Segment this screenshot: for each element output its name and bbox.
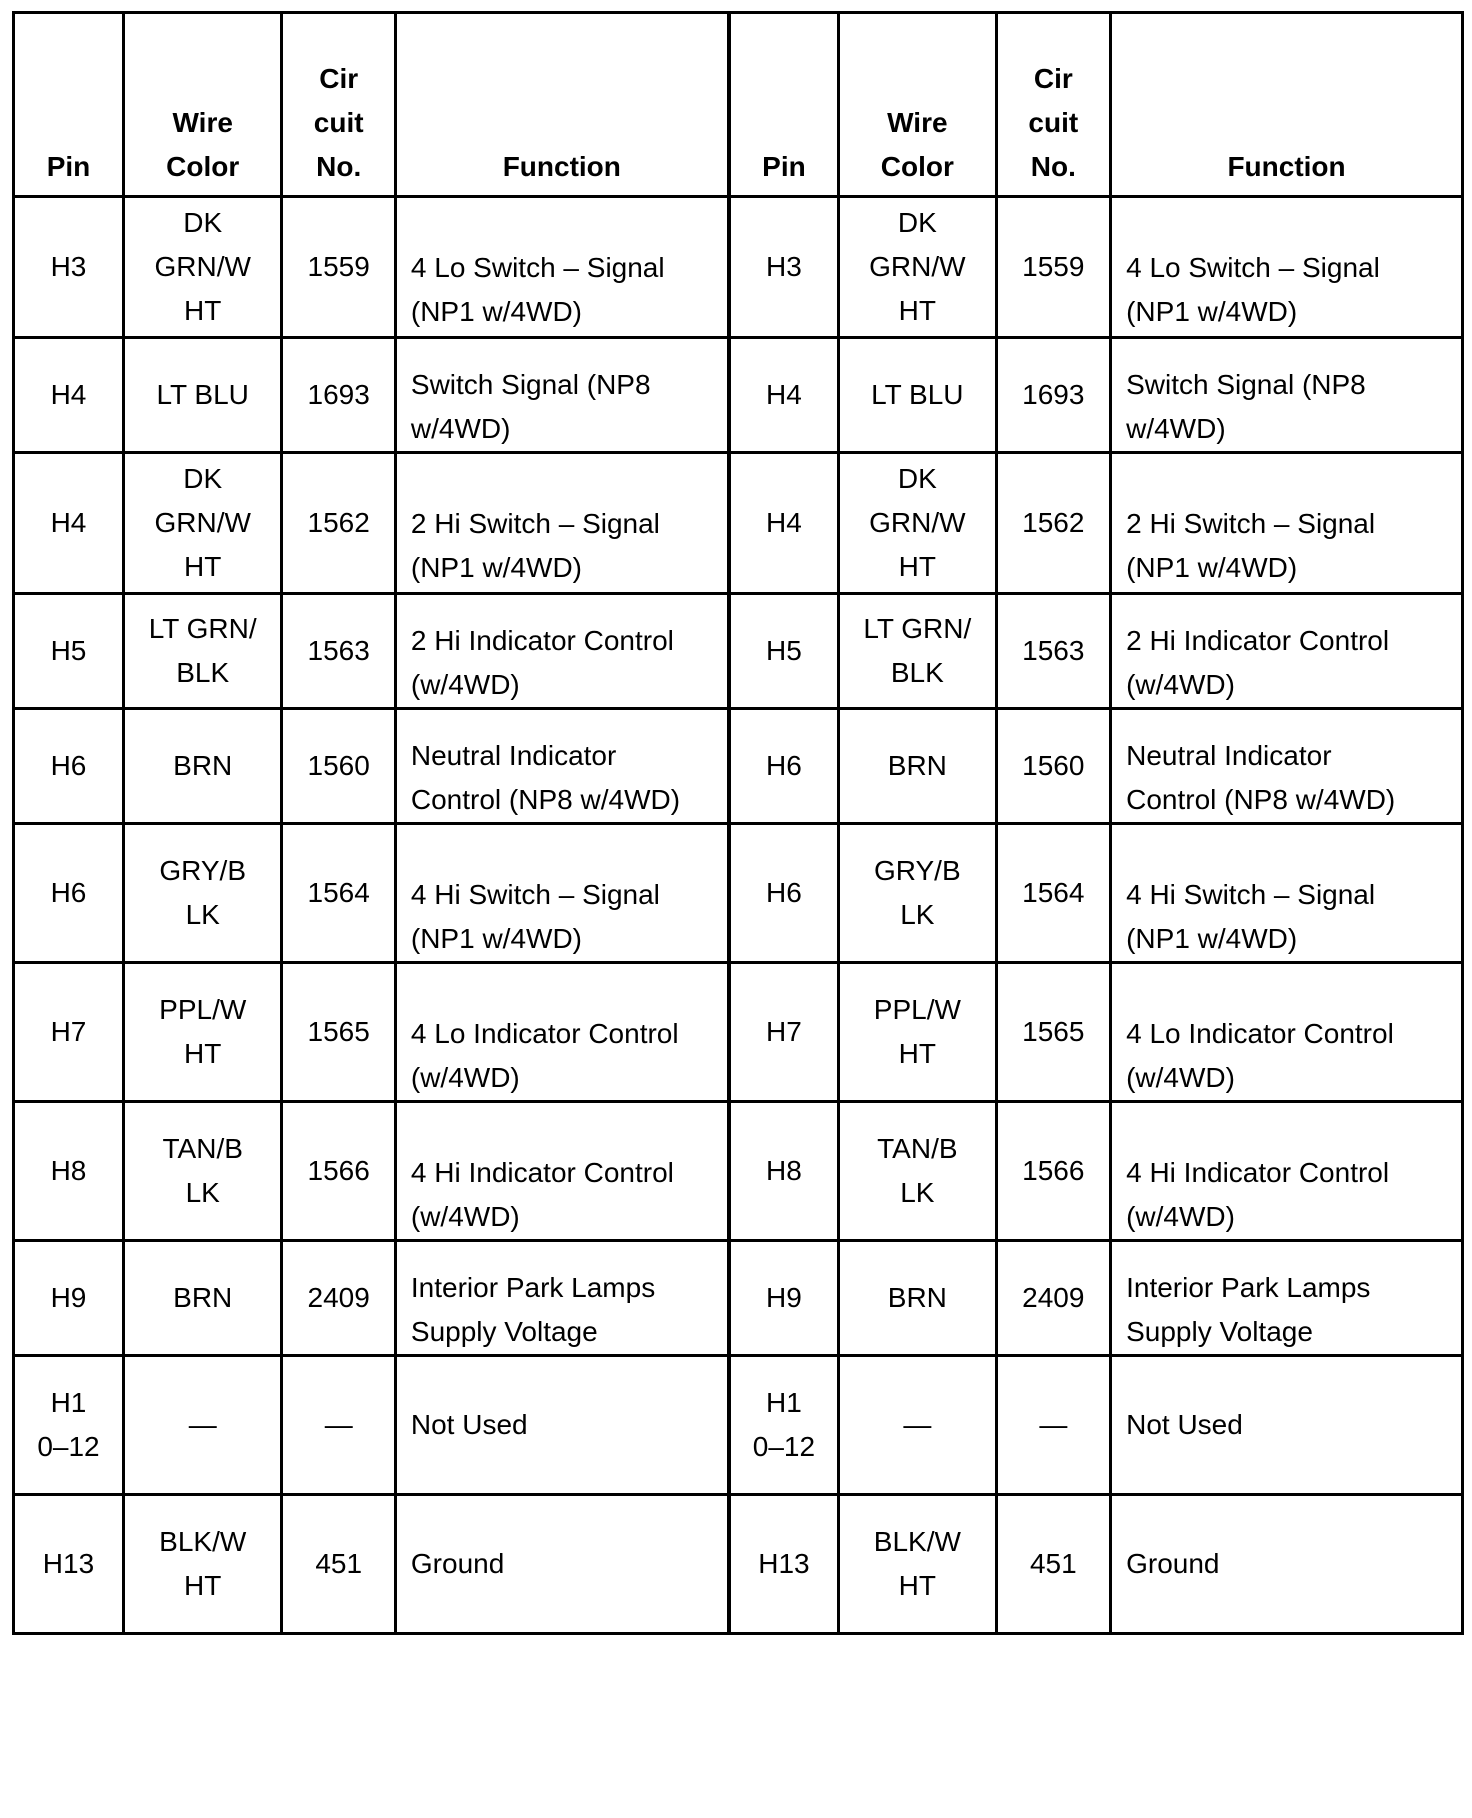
- function-cell: [395, 824, 728, 963]
- function-cell-line: (NP1 w/4WD): [1126, 923, 1298, 954]
- pin-cell-line: H13: [758, 1548, 810, 1579]
- function-cell-line: Control (NP8 w/4WD): [1126, 784, 1396, 815]
- pin-cell-line: H4: [766, 379, 802, 410]
- table-row: [14, 1356, 1463, 1495]
- wire-color-cell-line: —: [188, 1409, 217, 1440]
- pin-cell-line: H4: [50, 507, 87, 538]
- circuit-cell: 1564: [996, 824, 1111, 963]
- function-cell-line: Supply Voltage: [410, 1316, 598, 1347]
- circuit-cell: 2409: [282, 1241, 395, 1356]
- function-cell: [1111, 594, 1463, 709]
- circuit-cell: 1564: [282, 824, 395, 963]
- pin-cell: [14, 197, 124, 338]
- header-wire-color: Wire Color: [123, 13, 282, 197]
- wire-color-cell-line: BRN: [173, 750, 233, 781]
- function-cell: [1111, 1356, 1463, 1495]
- table-body: [14, 197, 1463, 1634]
- pin-cell: [14, 824, 124, 963]
- wire-color-cell-line: LT BLU: [871, 379, 964, 410]
- header-circuit-no: Cir cuit No.: [996, 13, 1111, 197]
- function-cell: [395, 709, 728, 824]
- wire-color-cell-line: HT: [184, 1570, 222, 1601]
- function-cell-line: Not Used: [410, 1409, 528, 1440]
- circuit-cell: 1562: [282, 453, 395, 594]
- header-row: [14, 13, 1463, 197]
- circuit-cell: 1560: [996, 709, 1111, 824]
- pin-cell-line: H7: [50, 1016, 87, 1047]
- circuit-cell: 451: [996, 1495, 1111, 1634]
- pin-cell-line: H5: [766, 635, 802, 666]
- wire-color-cell-line: HT: [898, 551, 936, 582]
- circuit-cell: 1566: [996, 1102, 1111, 1241]
- pin-cell: [729, 963, 839, 1102]
- function-cell-line: Supply Voltage: [1126, 1316, 1313, 1347]
- pin-cell: [14, 963, 124, 1102]
- function-cell-line: (NP1 w/4WD): [410, 296, 583, 327]
- function-cell: [1111, 1241, 1463, 1356]
- wire-color-cell-line: HT: [898, 1038, 936, 1069]
- wire-color-cell: [123, 1241, 282, 1356]
- pin-cell: [729, 338, 839, 453]
- function-cell: [1111, 1102, 1463, 1241]
- function-cell: [395, 1495, 728, 1634]
- function-cell: [395, 1241, 728, 1356]
- wire-color-cell-line: DK: [183, 463, 223, 494]
- wire-color-cell: [123, 197, 282, 338]
- function-cell: [1111, 453, 1463, 594]
- wire-color-cell: [123, 709, 282, 824]
- pin-cell-line: H13: [42, 1548, 95, 1579]
- circuit-cell: 2409: [996, 1241, 1111, 1356]
- pin-cell-line: H6: [766, 877, 802, 908]
- wire-color-cell-line: —: [903, 1409, 932, 1440]
- circuit-cell: 1563: [996, 594, 1111, 709]
- wire-color-cell-line: BLK/W: [873, 1526, 961, 1557]
- function-cell: [395, 453, 728, 594]
- wire-color-cell-line: GRY/B: [159, 855, 247, 886]
- pin-cell-line: H3: [766, 251, 802, 282]
- circuit-cell: —: [282, 1356, 395, 1495]
- function-cell: [395, 963, 728, 1102]
- function-cell: [395, 594, 728, 709]
- function-cell-line: Ground: [1126, 1548, 1220, 1579]
- wire-color-cell-line: LK: [185, 899, 220, 930]
- function-cell: [1111, 197, 1463, 338]
- function-cell: [1111, 338, 1463, 453]
- function-cell-line: (w/4WD): [1126, 1062, 1235, 1093]
- function-cell-line: (w/4WD): [410, 1201, 520, 1232]
- function-cell: [395, 338, 728, 453]
- circuit-cell: 1559: [282, 197, 395, 338]
- function-cell-line: 2 Hi Indicator Control: [410, 625, 674, 656]
- circuit-cell: 1693: [282, 338, 395, 453]
- wire-color-cell-line: GRN/W: [154, 251, 251, 282]
- function-cell-line: Control (NP8 w/4WD): [410, 784, 681, 815]
- pin-cell-line: 0–12: [37, 1431, 100, 1462]
- wire-color-cell-line: GRN/W: [154, 507, 251, 538]
- pin-cell-line: H9: [50, 1282, 87, 1313]
- wire-color-cell-line: HT: [184, 551, 222, 582]
- circuit-cell: 451: [282, 1495, 395, 1634]
- pin-cell-line: H6: [50, 750, 87, 781]
- table-row: [14, 453, 1463, 594]
- pin-cell-line: H4: [766, 507, 802, 538]
- pin-cell-line: H8: [766, 1155, 802, 1186]
- header-function: Function: [1111, 13, 1463, 197]
- pin-cell-line: H9: [766, 1282, 802, 1313]
- function-cell: [395, 1356, 728, 1495]
- table-row: [14, 1241, 1463, 1356]
- function-cell-line: Interior Park Lamps: [410, 1272, 656, 1303]
- table-row: [14, 197, 1463, 338]
- circuit-cell: 1565: [282, 963, 395, 1102]
- function-cell-line: Neutral Indicator: [1126, 740, 1332, 771]
- wire-color-cell: [123, 824, 282, 963]
- wire-color-cell-line: TAN/B: [877, 1133, 958, 1164]
- pin-cell: [729, 594, 839, 709]
- pin-cell: [729, 1241, 839, 1356]
- wire-color-cell-line: BLK/W: [159, 1526, 247, 1557]
- function-cell-line: (w/4WD): [410, 1062, 520, 1093]
- function-cell-line: 4 Lo Indicator Control: [410, 1018, 679, 1049]
- pin-cell: [729, 1102, 839, 1241]
- pin-cell-line: H5: [50, 635, 87, 666]
- wire-color-cell-line: DK: [183, 207, 223, 238]
- header-circuit-no: Cir cuit No.: [282, 13, 395, 197]
- pin-cell: [729, 1495, 839, 1634]
- function-cell-line: (NP1 w/4WD): [1126, 296, 1298, 327]
- wire-color-cell-line: GRN/W: [869, 507, 966, 538]
- wire-color-cell: [839, 824, 996, 963]
- circuit-cell: —: [996, 1356, 1111, 1495]
- table-row: [14, 594, 1463, 709]
- wire-color-cell-line: BRN: [173, 1282, 233, 1313]
- function-cell-line: Neutral Indicator: [410, 740, 617, 771]
- table-row: [14, 1495, 1463, 1634]
- function-cell-line: Not Used: [1126, 1409, 1243, 1440]
- function-cell-line: 2 Hi Indicator Control: [1126, 625, 1390, 656]
- wire-color-cell: [123, 338, 282, 453]
- pin-cell: [729, 1356, 839, 1495]
- wire-color-cell-line: LK: [900, 1177, 935, 1208]
- pin-cell-line: H3: [50, 251, 87, 282]
- function-cell-line: Ground: [410, 1548, 505, 1579]
- pin-cell-line: H4: [50, 379, 87, 410]
- header-pin: Pin: [729, 13, 839, 197]
- function-cell-line: 4 Lo Indicator Control: [1126, 1018, 1394, 1049]
- pin-cell: [14, 338, 124, 453]
- wire-color-cell-line: BLK: [176, 657, 230, 688]
- pin-cell-line: H7: [766, 1016, 802, 1047]
- function-cell-line: 4 Hi Indicator Control: [1126, 1157, 1390, 1188]
- wire-color-cell: [839, 1102, 996, 1241]
- function-cell-line: 4 Lo Switch – Signal: [410, 252, 665, 283]
- wire-color-cell: [123, 453, 282, 594]
- wire-color-cell: [839, 963, 996, 1102]
- connector-pinout-table-container: [12, 11, 1464, 1635]
- wire-color-cell-line: PPL/W: [873, 994, 961, 1025]
- wire-color-cell: [123, 1102, 282, 1241]
- wire-color-cell: [839, 594, 996, 709]
- wire-color-cell-line: LT GRN/: [863, 613, 972, 644]
- wire-color-cell-line: BLK: [890, 657, 944, 688]
- pin-cell: [729, 453, 839, 594]
- function-cell-line: (NP1 w/4WD): [410, 552, 583, 583]
- pin-cell: [729, 709, 839, 824]
- pin-cell: [14, 709, 124, 824]
- function-cell-line: (w/4WD): [410, 669, 520, 700]
- pin-cell-line: H1: [766, 1387, 802, 1418]
- circuit-cell: 1693: [996, 338, 1111, 453]
- wire-color-cell: [123, 594, 282, 709]
- wire-color-cell-line: GRN/W: [869, 251, 966, 282]
- pin-cell: [14, 594, 124, 709]
- function-cell: [1111, 963, 1463, 1102]
- wire-color-cell-line: HT: [898, 1570, 936, 1601]
- wire-color-cell-line: DK: [897, 207, 937, 238]
- pin-cell: [729, 197, 839, 338]
- circuit-cell: 1563: [282, 594, 395, 709]
- wire-color-cell: [839, 1495, 996, 1634]
- function-cell-line: 4 Lo Switch – Signal: [1126, 252, 1380, 283]
- function-cell-line: Interior Park Lamps: [1126, 1272, 1371, 1303]
- circuit-cell: 1562: [996, 453, 1111, 594]
- wire-color-cell-line: BRN: [887, 750, 947, 781]
- pin-cell: [14, 453, 124, 594]
- function-cell: [1111, 709, 1463, 824]
- function-cell-line: 4 Hi Indicator Control: [410, 1157, 674, 1188]
- table-row: [14, 709, 1463, 824]
- function-cell-line: Switch Signal (NP8: [410, 369, 651, 400]
- wire-color-cell-line: HT: [898, 295, 936, 326]
- circuit-cell: 1566: [282, 1102, 395, 1241]
- pin-cell-line: H1: [50, 1387, 87, 1418]
- wire-color-cell: [123, 963, 282, 1102]
- wire-color-cell: [839, 197, 996, 338]
- function-cell-line: (NP1 w/4WD): [1126, 552, 1298, 583]
- wire-color-cell-line: LT GRN/: [148, 613, 257, 644]
- wire-color-cell-line: LK: [185, 1177, 220, 1208]
- wire-color-cell: [123, 1495, 282, 1634]
- function-cell-line: (w/4WD): [1126, 1201, 1235, 1232]
- wire-color-cell-line: DK: [897, 463, 937, 494]
- pin-cell-line: H6: [766, 750, 802, 781]
- wire-color-cell-line: HT: [184, 295, 222, 326]
- table-row: [14, 338, 1463, 453]
- wire-color-cell: [839, 453, 996, 594]
- pin-cell: [14, 1356, 124, 1495]
- pin-cell: [14, 1241, 124, 1356]
- pin-cell: [14, 1495, 124, 1634]
- wire-color-cell: [839, 1241, 996, 1356]
- function-cell-line: (w/4WD): [1126, 669, 1235, 700]
- wire-color-cell-line: LK: [900, 899, 935, 930]
- function-cell-line: 4 Hi Switch – Signal: [1126, 879, 1376, 910]
- table-row: [14, 963, 1463, 1102]
- header-function: Function: [395, 13, 728, 197]
- pin-cell: [729, 824, 839, 963]
- function-cell: [395, 1102, 728, 1241]
- function-cell-line: w/4WD): [410, 413, 511, 444]
- circuit-cell: 1565: [996, 963, 1111, 1102]
- wire-color-cell-line: TAN/B: [162, 1133, 243, 1164]
- function-cell-line: 4 Hi Switch – Signal: [410, 879, 660, 910]
- wire-color-cell-line: HT: [184, 1038, 222, 1069]
- header-wire-color: Wire Color: [839, 13, 996, 197]
- pin-cell-line: H6: [50, 877, 87, 908]
- pin-cell: [14, 1102, 124, 1241]
- connector-pinout-table: [12, 11, 1464, 1635]
- wire-color-cell-line: BRN: [887, 1282, 947, 1313]
- function-cell: [1111, 1495, 1463, 1634]
- table-row: [14, 824, 1463, 963]
- function-cell-line: 2 Hi Switch – Signal: [410, 508, 660, 539]
- header-pin: Pin: [14, 13, 124, 197]
- wire-color-cell: [839, 1356, 996, 1495]
- wire-color-cell-line: LT BLU: [156, 379, 249, 410]
- circuit-cell: 1560: [282, 709, 395, 824]
- function-cell-line: 2 Hi Switch – Signal: [1126, 508, 1376, 539]
- table-row: [14, 1102, 1463, 1241]
- wire-color-cell: [123, 1356, 282, 1495]
- pin-cell-line: H8: [50, 1155, 87, 1186]
- wire-color-cell-line: GRY/B: [874, 855, 961, 886]
- wire-color-cell: [839, 338, 996, 453]
- function-cell: [1111, 824, 1463, 963]
- wire-color-cell-line: PPL/W: [159, 994, 247, 1025]
- function-cell-line: (NP1 w/4WD): [410, 923, 583, 954]
- function-cell-line: w/4WD): [1126, 413, 1226, 444]
- function-cell-line: Switch Signal (NP8: [1126, 369, 1366, 400]
- wire-color-cell: [839, 709, 996, 824]
- pin-cell-line: 0–12: [752, 1431, 816, 1462]
- function-cell: [395, 197, 728, 338]
- circuit-cell: 1559: [996, 197, 1111, 338]
